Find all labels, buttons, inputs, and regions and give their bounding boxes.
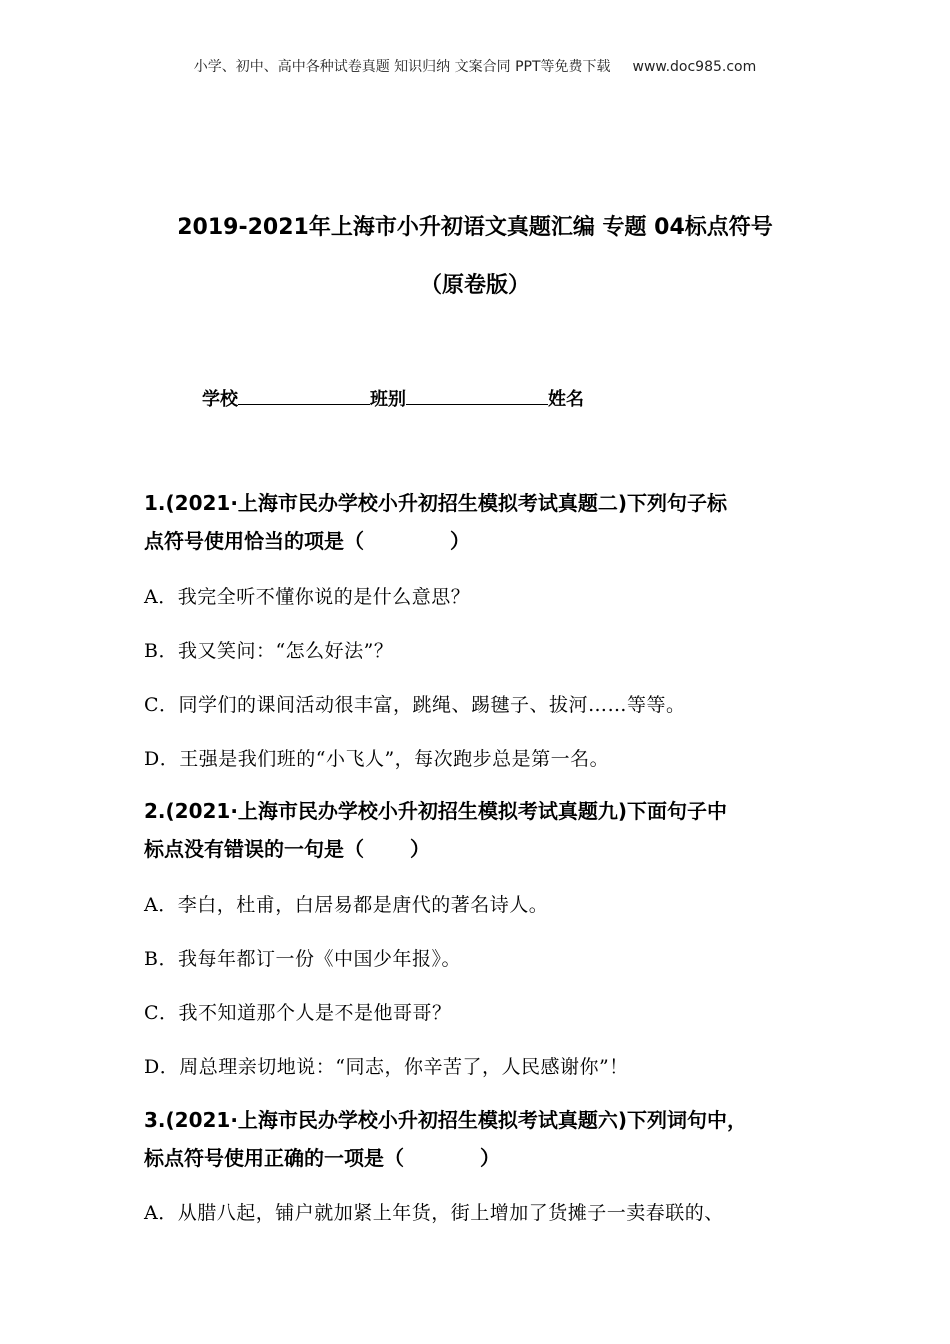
question-1-stem-line1: 1.(2021·上海市民办学校小升初招生模拟考试真题二)下列句子标 [144,491,728,515]
question-1-stem [144,484,824,560]
question-3-option-a: A．从腊八起，铺户就加紧上年货，街上增加了货摊子一卖春联的、 [144,1202,724,1224]
question-3-stem [144,1101,824,1177]
question-2-option-c: C．我不知道那个人是不是他哥哥？ [144,1002,452,1024]
question-2-option-a: A．李白，杜甫，白居易都是唐代的著名诗人。 [144,894,549,916]
question-3-stem-line2: 标点符号使用正确的一项是（ ） [144,1146,500,1170]
question-1-option-c: C．同学们的课间活动很丰富，跳绳、踢毽子、拔河……等等。 [144,694,686,716]
name-label: 姓名 [548,389,584,410]
question-1-option-b: B．我又笑问：“怎么好法”？ [144,640,394,662]
question-2-stem [144,792,824,868]
page-subtitle: （原卷版） [419,273,530,298]
header-text: 小学、初中、高中各种试卷真题 知识归纳 文案合同 PPT等免费下载 [193,59,611,75]
page-header [0,56,950,76]
school-label: 学校 [202,389,238,410]
question-1-stem-line2: 点符号使用恰当的项是（ ） [144,529,470,553]
header-site-link[interactable]: www.doc985.com [632,59,757,75]
question-1-option-a: A．我完全听不懂你说的是什么意思？ [144,586,471,608]
question-3-stem-line1: 3.(2021·上海市民办学校小升初招生模拟考试真题六)下列词句中， [144,1108,748,1132]
class-label: 班别 [370,389,406,410]
question-1-option-d: D．王强是我们班的“小飞人”，每次跑步总是第一名。 [144,748,610,770]
question-2-stem-line1: 2.(2021·上海市民办学校小升初招生模拟考试真题九)下面句子中 [144,799,728,823]
question-2-option-d: D．周总理亲切地说：“同志，你辛苦了，人民感谢你”！ [144,1056,629,1078]
class-blank[interactable] [406,386,548,405]
school-blank[interactable] [238,386,370,405]
student-info-fields [202,385,584,411]
question-2-stem-line2: 标点没有错误的一句是（ ） [144,837,430,861]
page-title: 2019-2021年上海市小升初语文真题汇编 专题 04标点符号 [177,215,773,240]
question-2-option-b: B．我每年都订一份《中国少年报》。 [144,948,461,970]
